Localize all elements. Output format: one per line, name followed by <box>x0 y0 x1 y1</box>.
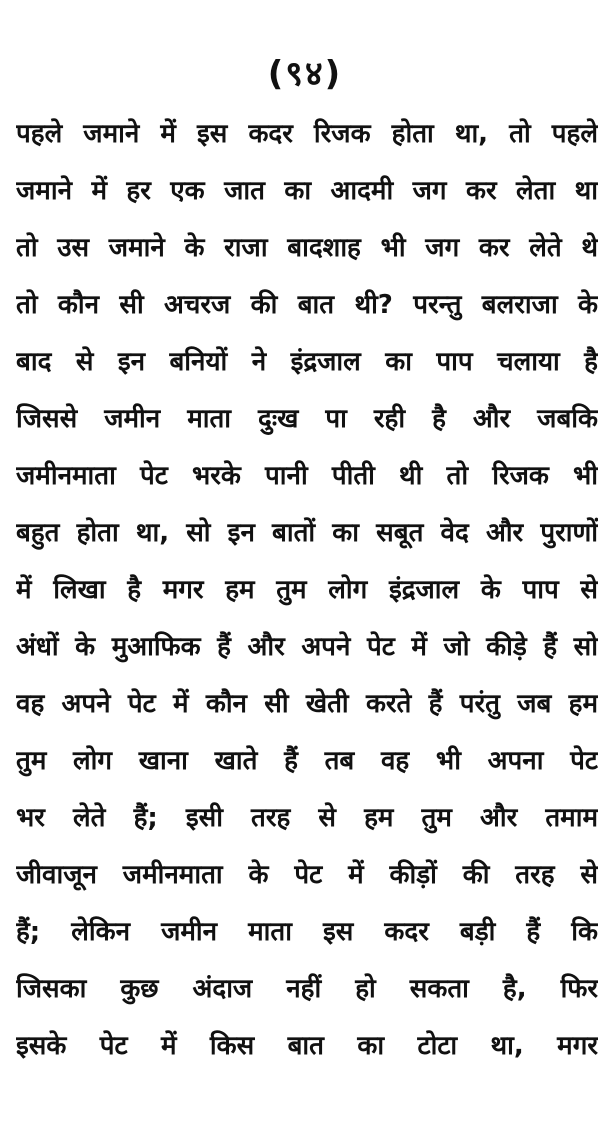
text-line: जमीनमाता पेट भरके पानी पीती थी तो रिजक भी <box>16 461 598 491</box>
text-line: इसके पेट में किस बात का टोटा था, मगर <box>16 1031 598 1061</box>
text-line: बहुत होता था, सो इन बातों का सबूत वेद और पुराणों <box>16 518 598 548</box>
text-line: पहले जमाने में इस कदर रिजक होता था, तो पहले <box>16 119 598 149</box>
text-line: जीवाजून जमीनमाता के पेट में कीड़ों की तरह से <box>16 860 598 890</box>
text-line: हैं; लेकिन जमीन माता इस कदर बड़ी हैं कि <box>16 917 598 947</box>
text-line: भर लेते हैं; इसी तरह से हम तुम और तमाम <box>16 803 598 833</box>
text-line: वह अपने पेट में कौन सी खेती करते हैं परंतु जब हम <box>16 689 598 719</box>
text-line: तुम लोग खाना खाते हैं तब वह भी अपना पेट <box>16 746 598 776</box>
text-line: जमाने में हर एक जात का आदमी जग कर लेता था <box>16 176 598 206</box>
page-number: (९४) <box>267 54 343 94</box>
text-line: जिसका कुछ अंदाज नहीं हो सकता है, फिर <box>16 974 598 1004</box>
text-line: जिससे जमीन माता दुःख पा रही है और जबकि <box>16 404 598 434</box>
text-line: तो उस जमाने के राजा बादशाह भी जग कर लेते थे <box>16 233 598 263</box>
text-line: में लिखा है मगर हम तुम लोग इंद्रजाल के पाप से <box>16 575 598 605</box>
text-line: बाद से इन बनियों ने इंद्रजाल का पाप चलाया है <box>16 347 598 377</box>
text-line: तो कौन सी अचरज की बात थी? परन्तु बलराजा के <box>16 290 598 320</box>
body-text <box>16 106 598 1075</box>
text-line: अंधों के मुआफिक हैं और अपने पेट में जो कीड़े हैं सो <box>16 632 598 662</box>
